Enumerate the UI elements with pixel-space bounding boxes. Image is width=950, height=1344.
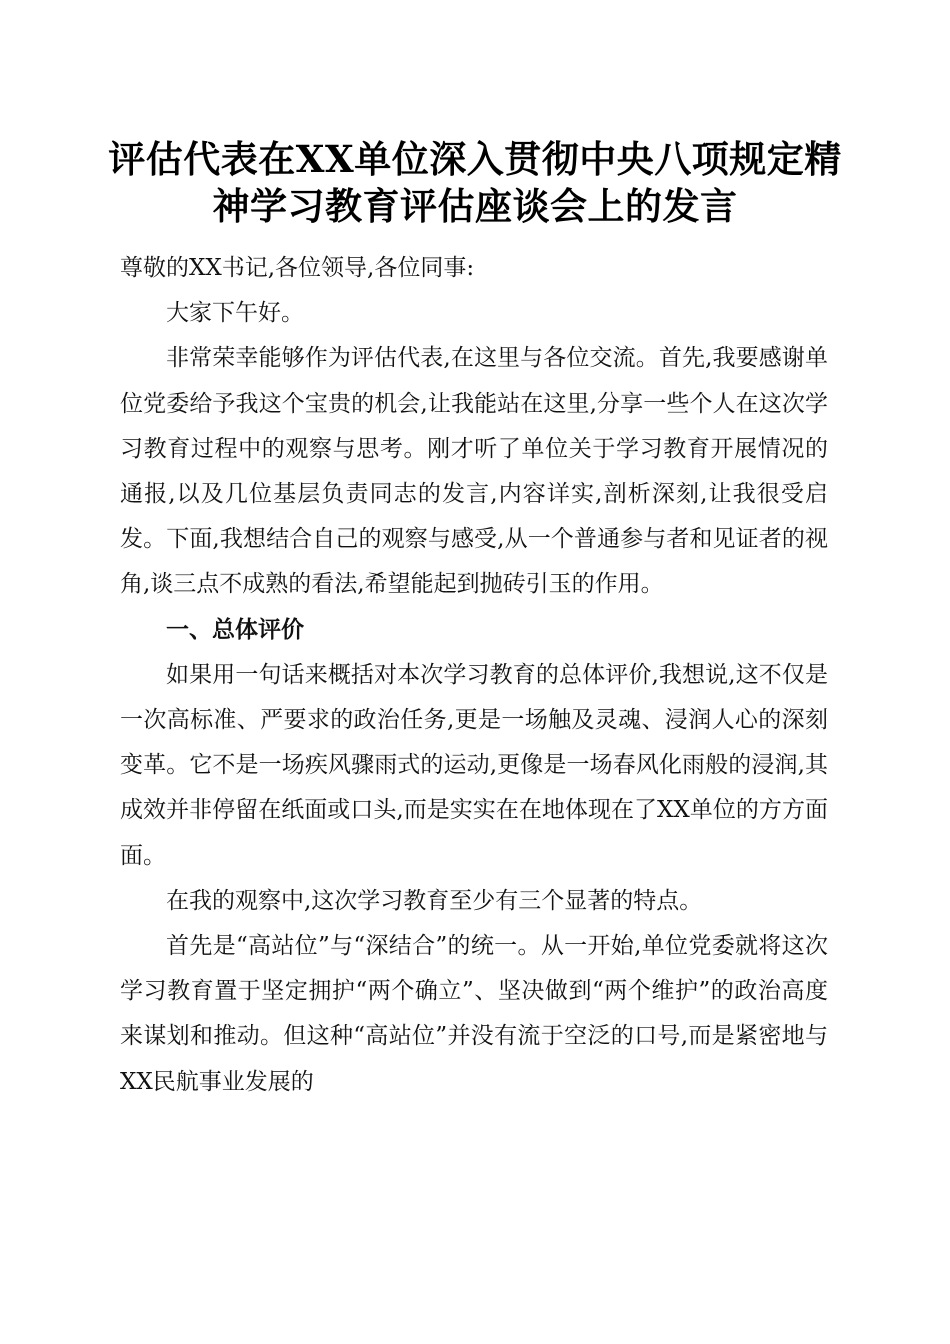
section1-paragraph-3: 首先是“高站位”与“深结合”的统一。从一开始,单位党委就将这次学习教育置于坚定拥护“两个确立”、坚决做到“两个维护”的政治高度来谋划和推动。但这种“高站位”并没有流于空泛的口号,而是紧密地与XX民航事业发展的: [120, 933, 828, 1095]
salutation: 尊敬的XX书记,各位领导,各位同事:: [120, 255, 475, 281]
document-title: [100, 136, 850, 230]
title-line-1: 评估代表在XX单位深入贯彻中央八项规定精: [108, 137, 842, 181]
intro-paragraph: 非常荣幸能够作为评估代表,在这里与各位交流。首先,我要感谢单位党委给予我这个宝贵的机会,让我能站在这里,分享一些个人在这次学习教育过程中的观察与思考。刚才听了单位关于学习教育开展情况的通报,以及几位基层负责同志的发言,内容详实,剖析深刻,让我很受启发。下面,我想结合自己的观察与感受,从一个普通参与者和见证者的视角,谈三点不成熟的看法,希望能起到抛砖引玉的作用。: [120, 345, 828, 598]
document-body: [120, 246, 828, 1105]
section1-paragraph-2: 在我的观察中,这次学习教育至少有三个显著的特点。: [166, 887, 703, 914]
title-line-2: 神学习教育评估座谈会上的发言: [212, 184, 738, 228]
greeting: 大家下午好。: [166, 300, 304, 327]
section1-paragraph-1: 如果用一句话来概括对本次学习教育的总体评价,我想说,这不仅是一次高标准、严要求的政治任务,更是一场触及灵魂、浸润人心的深刻变革。它不是一场疾风骤雨式的运动,更像是一场春风化雨般的浸润,其成效并非停留在纸面或口头,而是实实在在地体现在了XX单位的方方面面。: [120, 661, 828, 869]
section-heading-1: 一、总体评价: [166, 616, 304, 643]
